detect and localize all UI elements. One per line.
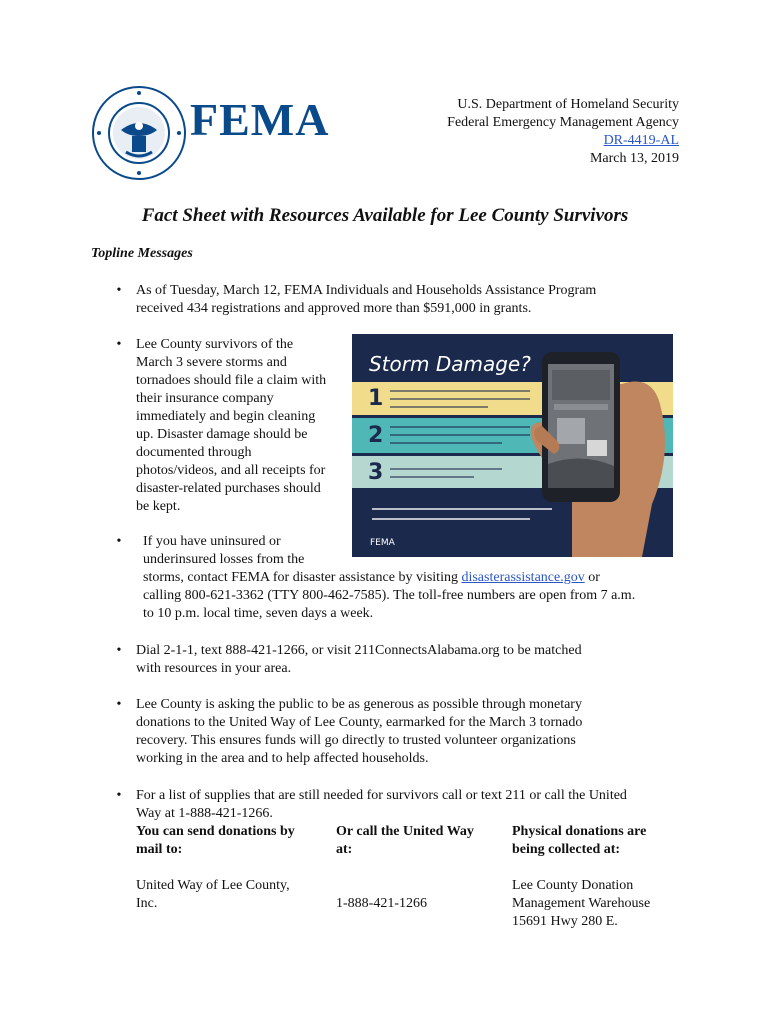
bullet-marker: • xyxy=(116,337,122,352)
donations-mail-address: United Way of Lee County, Inc. xyxy=(136,878,290,911)
bullet-6: For a list of supplies that are still needed for survivors call or text 211 or call the United Way at 1-888-421-1266. xyxy=(136,788,627,821)
bullet-marker: • xyxy=(116,283,122,298)
disasterassistance-link[interactable]: disasterassistance.gov xyxy=(461,570,585,585)
donations-col2-header: Or call the United Way at: xyxy=(336,824,474,857)
donations-warehouse-address: Lee County Donation Management Warehouse 15691 Hwy 280 E. xyxy=(512,878,651,929)
section-heading: Topline Messages xyxy=(91,246,193,261)
storm-damage-graphic xyxy=(352,334,673,557)
bullet-5: Lee County is asking the public to be as generous as possible through monetary donations to the United Way of Lee County, earmarked for the March 3 tornado recovery. This ensures funds will go directly to trusted volunteer organizations working in the area and to help affected households. xyxy=(136,697,583,766)
bullet-1: As of Tuesday, March 12, FEMA Individuals and Households Assistance Program received 434 registrations and approved more than $591,000 in grants. xyxy=(136,283,597,316)
dhs-seal-logo xyxy=(92,86,186,180)
bullet-marker: • xyxy=(116,788,122,803)
org-line-fema: Federal Emergency Management Agency xyxy=(447,115,679,130)
bullet-marker: • xyxy=(116,643,122,658)
bullet-2: Lee County survivors of the March 3 severe storms and tornadoes should file a claim with their insurance company immediately and begin cleaning up. Disaster damage should be documented through photos/videos, and all receipts for disaster-related purchases should be kept. xyxy=(136,337,327,514)
step-number-3: 3 xyxy=(368,460,384,485)
org-line-dhs: U.S. Department of Homeland Security xyxy=(457,97,679,112)
bullet-marker: • xyxy=(116,697,122,712)
bullet-4: Dial 2-1-1, text 888-421-1266, or visit 211ConnectsAlabama.org to be matched with resources in your area. xyxy=(136,643,582,676)
bullet-3: If you have uninsured or underinsured losses from the storms, contact FEMA for disaster assistance by visiting disasterassistance.gov or calling 800-621-3362 (TTY 800-462-7585). The toll-free numbers are open from 7 a.m. to 10 p.m. local time, seven days a week. xyxy=(143,534,636,621)
graphic-title: Storm Damage? xyxy=(369,352,531,376)
bullet-marker: • xyxy=(116,534,122,549)
disaster-number xyxy=(604,132,679,150)
graphic-fema-logo: FEMA xyxy=(370,538,395,548)
hand-holding-phone-icon xyxy=(502,344,673,557)
step-number-2: 2 xyxy=(368,423,384,448)
document-date: March 13, 2019 xyxy=(589,151,679,166)
donations-col3-header: Physical donations are being collected at: xyxy=(512,824,647,857)
fema-logo-text: FEMA xyxy=(190,94,330,145)
disaster-number-link[interactable]: DR-4419-AL xyxy=(603,133,679,148)
donations-phone: 1-888-421-1266 xyxy=(336,896,427,911)
page-title: Fact Sheet with Resources Available for Lee County Survivors xyxy=(141,205,629,226)
donations-col1-header: You can send donations by mail to: xyxy=(136,824,295,857)
step-number-1: 1 xyxy=(368,386,384,411)
